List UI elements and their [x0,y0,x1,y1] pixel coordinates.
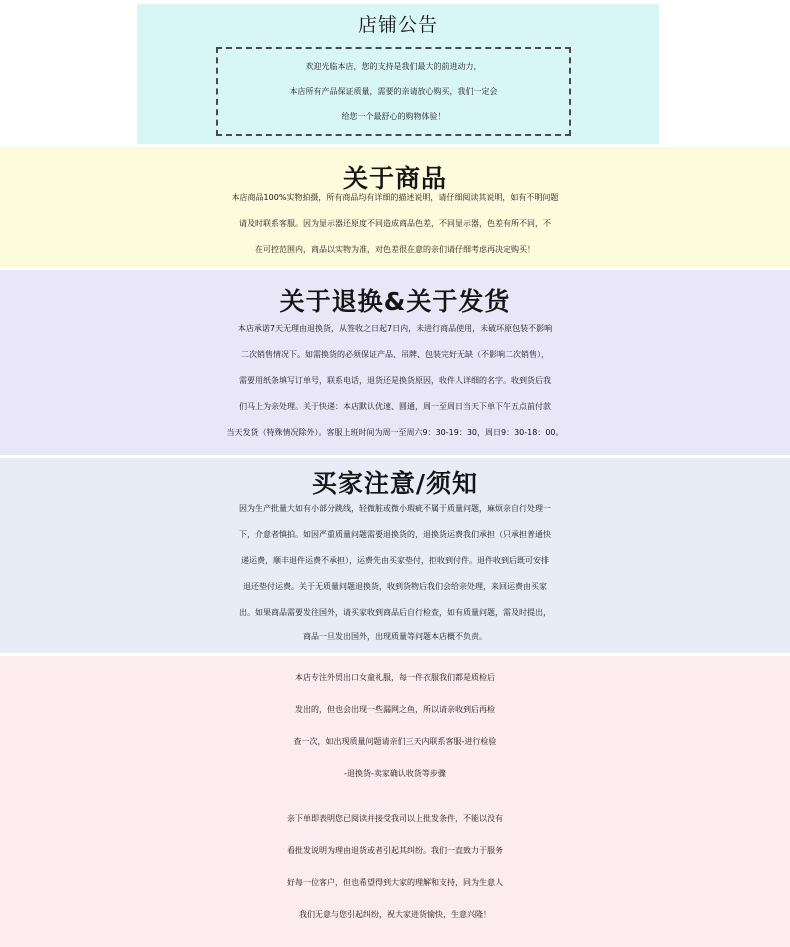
about-product-line: 请及时联系客服。因为显示器还原度不同造成商品色差，不同显示器，色差有所不同，不 [239,219,551,228]
buyer-notice-line: 商品一旦发出国外，出现质量等问题本店概不负责。 [303,632,487,641]
buyer-notice-line: 出。如果商品需要发往国外，请买家收到商品后自行检查，如有质量问题，需及时提出， [239,608,551,617]
returns-shipping-heading: 关于退换&关于发货 [279,287,511,316]
returns-shipping-line: 们马上为亲处理。关于快递：本店默认优速、圆通，周一至周日当天下单下午五点前付款 [239,402,551,411]
store-notice-title: 店铺公告 [357,14,438,36]
notice-line: 欢迎光临本店，您的支持是我们最大的前进动力， [305,62,482,71]
about-product-section [0,147,790,267]
buyer-notice-line: 退还垫付运费。关于无质量问题退换货，收到货物后我们会给亲处理，来回运费由买家 [243,582,547,591]
buyer-notice-section [0,458,790,653]
closing-line: 亲下单即表明您已阅读并接受我司以上批发条件，不能以没有 [287,814,503,823]
closing-line: -退换货-卖家确认收货等步骤 [344,769,446,778]
notice-line: 本店所有产品保证质量，需要的亲请放心购买，我们一定会 [289,87,498,96]
closing-line: 发出的，但也会出现一些漏网之鱼，所以请亲收到后再检 [295,705,495,714]
about-product-line: 在可控范围内，商品以实物为准，对色差很在意的亲们请仔细考虑再决定购买！ [255,245,535,254]
closing-line: 我们无意与您引起纠纷，祝大家进货愉快，生意兴隆！ [299,910,491,919]
returns-shipping-line: 需要用纸条填写订单号，联系电话，退货还是换货原因，收件人详细的名字。收到货后我 [239,376,551,385]
closing-section [0,656,790,947]
closing-line: 本店专注外贸出口女童礼服，每一件衣服我们都是质检后 [295,673,495,682]
buyer-notice-line: 递运费，顺丰退件运费不承担），运费先由买家垫付，拒收到付件。退件收到后既可安排 [241,556,549,565]
returns-shipping-section [0,270,790,455]
notice-line: 给您一个最舒心的购物体验！ [341,112,446,121]
closing-line: 查一次，如出现质量问题请亲们三天内联系客服-进行检验 [293,737,497,746]
buyer-notice-line: 因为生产批量大如有小部分跳线，轻微脏或微小瑕疵不属于质量问题，麻烦亲自行处理一 [239,504,551,513]
returns-shipping-line: 二次销售情况下。如需换货的必须保证产品、吊牌、包装完好无缺（不影响二次销售）， [241,350,549,359]
about-product-line: 本店商品100%实物拍摄，所有商品均有详细的描述说明，请仔细阅读其说明，如有不明问题 [231,193,559,202]
buyer-notice-heading: 买家注意/须知 [311,469,479,498]
closing-line: 好每一位客户，但也希望得到大家的理解和支持，同为生意人 [287,878,503,887]
returns-shipping-line: 本店承诺7天无理由退换货，从签收之日起7日内，未进行商品使用，未破坏原包装不影响 [237,324,553,333]
closing-line: 看批发说明为理由退货或者引起其纠纷。我们一直致力于服务 [287,846,503,855]
buyer-notice-line: 下，介意者慎拍。如因严重质量问题需要退换货的，退换货运费我们承担（只承担普通快 [239,530,551,539]
store-notice-box [216,47,571,136]
store-notice [137,4,659,144]
about-product-heading: 关于商品 [342,164,447,193]
returns-shipping-line: 当天发货（特殊情况除外）。客服上班时间为周一至周六9：30-19：30，周日9：30-18：00。 [226,428,564,437]
